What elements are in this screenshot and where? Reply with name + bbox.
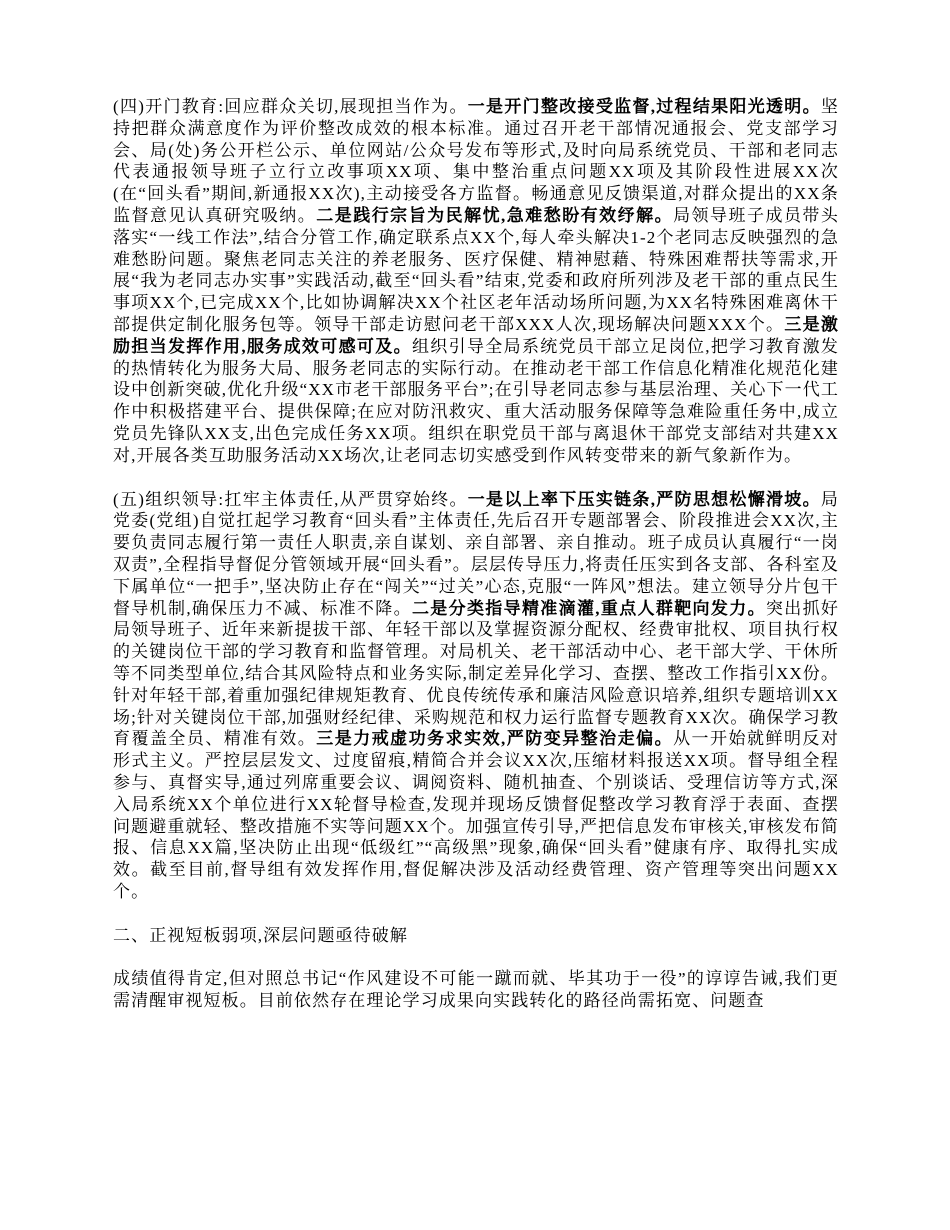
body-text: 组织引导全局系统党员干部立足岗位,把学习教育激发的热情转化为服务大局、服务老同志的实际行动。在推动老干部工作信息化精准化规范化建设中创新突破,优化升级“XX市老干部服务平台”;在引导老同志参与基层治理、关心下一代工作中积极搭建平台、提供保障;在应对防汛救灾、重大活动服务保障等急难险重任务中,成立党员先锋队XX支,出色完成任务XX项。组织在职党员干部与离退休干部党支部结对共建XX对,开展各类互助服务活动XX场次,让老同志切实感受到作风转变带来的新气象新作为。: [113, 336, 840, 465]
paragraph: [113, 489, 839, 903]
body-text: (五)组织领导:扛牢主体责任,从严贯穿始终。: [113, 489, 468, 509]
body-text: 突出抓好局领导班子、近年来新提拔干部、年轻干部以及掌握资源分配权、经费审批权、项目执行权的关键岗位干部的学习教育和监督管理。对局机关、老干部活动中心、老干部大学、干休所等不同类型单位,结合其风险特点和业务实际,制定差异化学习、查摆、整改工作指引XX份。针对年轻干部,着重加强纪律规矩教育、优良传统传承和廉洁风险意识培养,组织专题培训XX场;针对关键岗位干部,加强财经纪律、采购规范和权力运行监督专题教育XX次。确保学习教育覆盖全员、精准有效。: [113, 598, 840, 749]
emphasis-text: 三是力戒虚功务求实效,严防变异整治走偏。: [316, 729, 674, 749]
paragraph: [113, 96, 839, 467]
emphasis-text: 一是开门整改接受监督,过程结果阳光透明。: [467, 97, 821, 116]
body-text: 成绩值得肯定,但对照总书记“作风建设不可能一蹴而就、毕其功于一役”的谆谆告诫,我们更需清醒审视短板。目前依然存在理论学习成果向实践转化的路径尚需拓宽、问题查: [113, 969, 839, 1011]
body-text: 局领导班子成员带头落实“一线工作法”,结合分管工作,确定联系点XX个,每人牵头解决1-2个老同志反映强烈的急难愁盼问题。聚焦老同志关注的养老服务、医疗保健、精神慰藉、特殊困难帮扶等需求,开展“我为老同志办实事”实践活动,截至“回头看”结束,党委和政府所列涉及老干部的重点民生事项XX个,已完成XX个,比如协调解决XX个社区老年活动场所问题,为XX名特殊困难离休干部提供定制化服务包等。领导干部走访慰问老干部XXX人次,现场解决问题XXX个。: [113, 205, 840, 334]
document-body: [113, 96, 839, 1012]
body-text: 二、正视短板弱项,深层问题亟待破解: [113, 925, 408, 945]
section-heading: [113, 925, 839, 947]
body-text: 局党委(党组)自觉扛起学习教育“回头看”主体责任,先后召开专题部署会、阶段推进会XX次,主要负责同志履行第一责任人职责,亲自谋划、亲自部署、亲自推动。班子成员认真履行“一岗双责”,全程指导督促分管领域开展“回头看”。层层传导压力,将责任压实到各支部、各科室及下属单位“一把手”,坚决防止存在“闯关”“过关”心态,克服“一阵风”想法。建立领导分片包干督导机制,确保压力不减、标准不降。: [113, 489, 840, 618]
paragraph: [113, 968, 839, 1012]
emphasis-text: 三是激励担当发挥作用,服务成效可感可及。: [113, 314, 839, 356]
body-text: 坚持把群众满意度作为评价整改成效的根本标准。通过召开老干部情况通报会、党支部学习会、局(处)务公开栏公示、单位网站/公众号发布等形式,及时向局系统党员、干部和老同志代表通报领导班子立行立改事项XX项、集中整治重点问题XX项及其阶段性进展XX次(在“回头看”期间,新通报XX次),主动接受各方监督。畅通意见反馈渠道,对群众提出的XX条监督意见认真研究吸纳。: [113, 97, 840, 225]
emphasis-text: 二是分类指导精准滴灌,重点人群靶向发力。: [411, 598, 766, 618]
emphasis-text: 一是以上率下压实链条,严防思想松懈滑坡。: [467, 489, 821, 509]
emphasis-text: 二是践行宗旨为民解忧,急难愁盼有效纾解。: [316, 205, 674, 225]
body-text: (四)开门教育:回应群众关切,展现担当作为。: [113, 97, 468, 116]
body-text: 从一开始就鲜明反对形式主义。严控层层发文、过度留痕,精简合并会议XX次,压缩材料报送XX项。督导组全程参与、真督实导,通过列席重要会议、调阅资料、随机抽查、个别谈话、受理信访等方式,深入局系统XX个单位进行XX轮督导检查,发现并现场反馈督促整改学习教育浮于表面、查摆问题避重就轻、整改措施不实等问题XX个。加强宣传引导,严把信息发布审核关,审核发布简报、信息XX篇,坚决防止出现“低级红”“高级黑”现象,确保“回头看”健康有序、取得扎实成效。截至目前,督导组有效发挥作用,督促解决涉及活动经费管理、资产管理等突出问题XX个。: [113, 729, 840, 901]
